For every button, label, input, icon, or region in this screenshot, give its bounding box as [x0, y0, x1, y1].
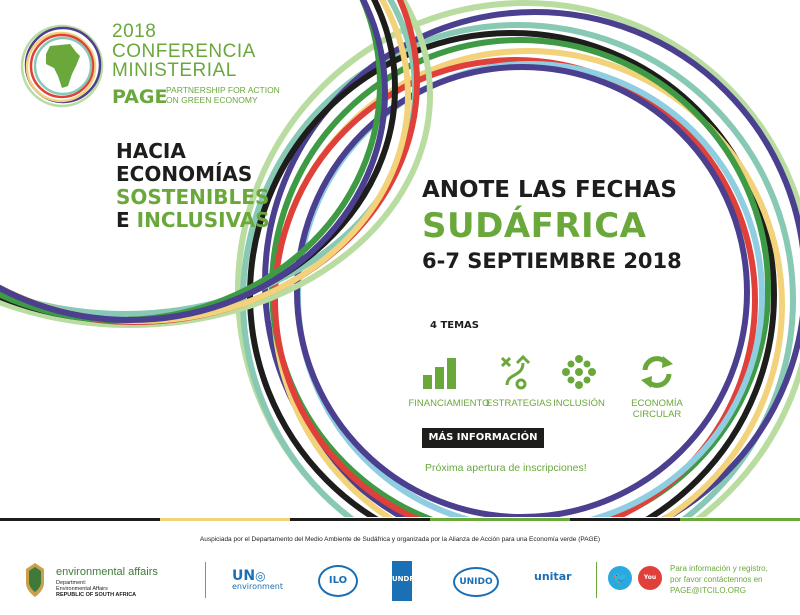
- env-affairs-title: environmental affairs: [56, 566, 158, 578]
- page-subtitle: [166, 86, 280, 105]
- headline-inclusivas: INCLUSIVAS: [136, 208, 270, 232]
- un-environment-logo: [232, 568, 283, 591]
- theme-label-estrategias: ESTRATEGIAS: [486, 398, 552, 409]
- env-line3: REPUBLIC OF SOUTH AFRICA: [56, 592, 137, 598]
- env-affairs-details: [56, 580, 136, 598]
- youtube-text: You Tube: [641, 574, 659, 605]
- page-subtitle-line2: ON GREEN ECONOMY: [166, 94, 258, 105]
- coat-of-arms-icon: [22, 561, 48, 599]
- unido-logo: [453, 567, 499, 597]
- headline: [116, 140, 270, 232]
- unido-text: UNIDO: [459, 577, 493, 587]
- footer-divider-right: [596, 562, 597, 598]
- dates-country: SUDÁFRICA: [422, 206, 647, 246]
- contact-info: [670, 563, 768, 596]
- registration-note: Próxima apertura de inscripciones!: [425, 462, 587, 474]
- youtube-icon[interactable]: [638, 566, 662, 605]
- headline-line1: HACIA: [116, 139, 186, 163]
- contact-line2: por favor contáctennos en: [670, 575, 763, 584]
- inclusion-icon: [561, 354, 597, 390]
- conference-logo: [18, 22, 106, 110]
- un-env-bottom: environment: [232, 582, 283, 591]
- ilo-logo: [318, 565, 358, 597]
- bar-chart-icon: [421, 355, 461, 391]
- twitter-icon[interactable]: 🐦: [608, 566, 632, 590]
- unitar-logo: unitar: [534, 570, 572, 583]
- recycle-icon: [637, 352, 677, 392]
- theme-label-economia-circular: ECONOMÍA CIRCULAR: [631, 398, 683, 420]
- sponsor-text: Auspiciada por el Departamento del Medio Ambiente de Sudáfrica y organizada por la Alianza de Acción para una Economía verde (PAGE): [199, 536, 601, 543]
- theme-label-inclusion: INCLUSIÓN: [553, 398, 605, 409]
- page-subtitle-line1: PARTNERSHIP FOR ACTION: [166, 85, 280, 95]
- ilo-text: ILO: [328, 575, 348, 586]
- undp-text: UNDP: [392, 575, 415, 583]
- un-env-top: UN: [232, 568, 256, 584]
- headline-line3: SOSTENIBLES: [116, 185, 270, 209]
- africa-icon: [46, 44, 80, 88]
- env-line1: Department:: [56, 580, 87, 586]
- contact-line1: Para información y registro,: [670, 564, 768, 573]
- un-globe-icon: ◎: [255, 569, 266, 583]
- dates-range: 6-7 SEPTIEMBRE 2018: [422, 249, 682, 273]
- headline-line4: [116, 209, 270, 232]
- theme-label-financiamiento: FINANCIAMIENTO: [408, 398, 490, 409]
- contact-email[interactable]: PAGE@ITCILO.ORG: [670, 586, 746, 595]
- footer-divider-left: [205, 562, 206, 598]
- themes-heading: 4 TEMAS: [430, 320, 479, 331]
- headline-line2: ECONOMÍAS: [116, 162, 253, 186]
- logo-line2: MINISTERIAL: [112, 60, 237, 81]
- dates-title: ANOTE LAS FECHAS: [422, 177, 677, 203]
- strategy-icon: [499, 355, 533, 391]
- undp-logo: [392, 561, 415, 601]
- page-acronym: PAGE: [112, 86, 168, 108]
- env-line2: Environmental Affairs: [56, 586, 108, 592]
- headline-e: E: [116, 208, 130, 232]
- more-info-button[interactable]: MÁS INFORMACIÓN: [422, 428, 544, 448]
- logo-year: 2018: [112, 21, 157, 42]
- logo-line1: CONFERENCIA: [112, 41, 256, 62]
